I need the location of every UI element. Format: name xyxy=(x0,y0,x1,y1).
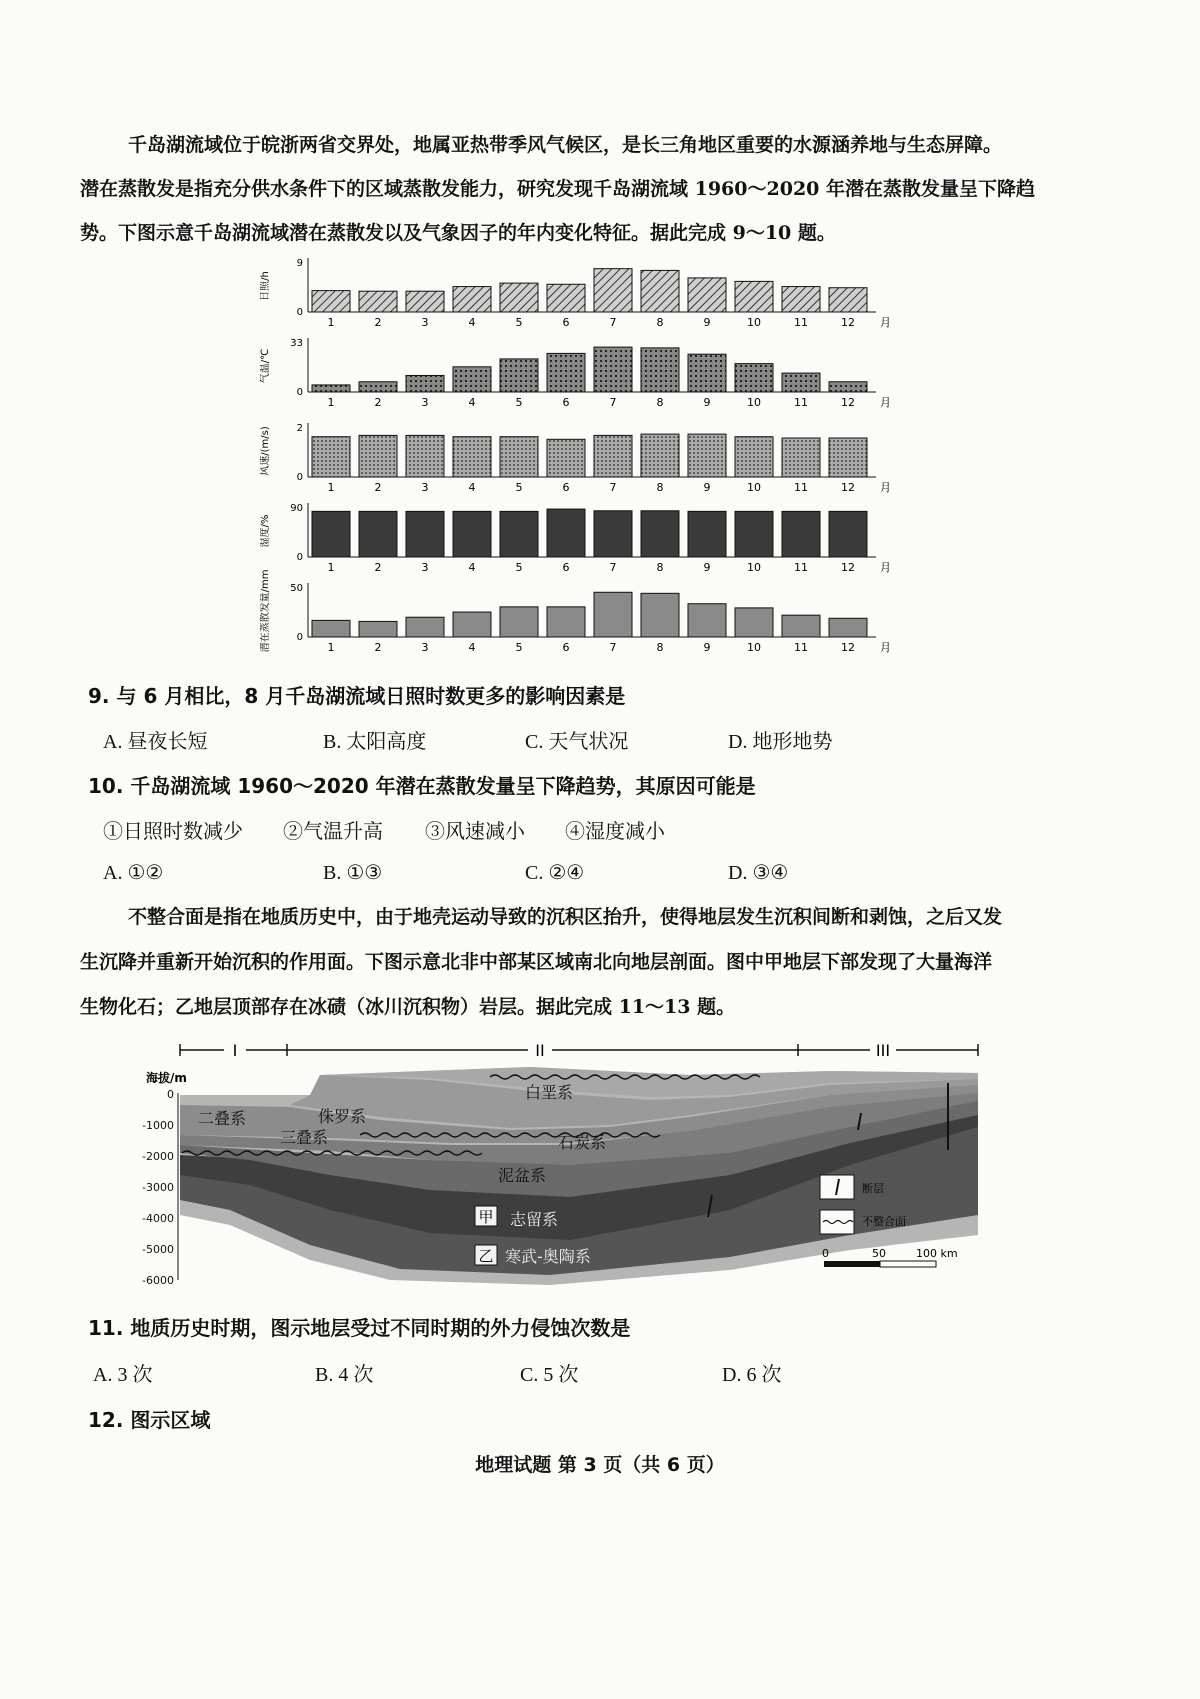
x-tick-label: 1 xyxy=(327,481,335,494)
chart-bar xyxy=(406,435,444,477)
x-tick-label: 2 xyxy=(374,641,382,654)
x-tick-label: 7 xyxy=(609,481,617,494)
ytick-label: 90 xyxy=(290,503,303,514)
ytick-2000: -2000 xyxy=(142,1150,174,1163)
legend-fault-label: 断层 xyxy=(862,1182,884,1195)
chart-bar xyxy=(782,438,820,477)
q11-option-d[interactable]: D. 6 次 xyxy=(722,1364,782,1386)
chart-bar xyxy=(594,269,632,312)
chart-bar xyxy=(500,437,538,477)
chart-bar xyxy=(453,612,491,637)
x-tick-label: 3 xyxy=(421,396,429,409)
x-tick-label: 11 xyxy=(794,481,808,494)
q10-option-d[interactable]: D. ③④ xyxy=(728,862,789,884)
x-tick-label: 3 xyxy=(421,481,429,494)
chart-bar xyxy=(594,592,632,637)
chart-bar xyxy=(594,435,632,477)
ytick-1000: -1000 xyxy=(142,1119,174,1132)
profile-ylabel: 海拔/m xyxy=(146,1071,187,1085)
x-tick-label: 5 xyxy=(515,396,523,409)
chart-bar xyxy=(547,607,585,637)
x-tick-label: 10 xyxy=(747,481,761,494)
x-tick-label: 8 xyxy=(656,641,664,654)
layer-cambrian-ordovician: 寒武-奥陶系 xyxy=(505,1247,591,1266)
x-tick-label: 6 xyxy=(562,561,570,574)
x-tick-label: 12 xyxy=(841,396,855,409)
ytick-label: 0 xyxy=(296,387,303,398)
chart-bar xyxy=(688,278,726,312)
q10-stem: 10. 千岛湖流域 1960～2020 年潜在蒸散发量呈下降趋势，其原因可能是 xyxy=(88,774,756,798)
chart-bar xyxy=(688,604,726,637)
ytick-label: 0 xyxy=(296,632,303,643)
chart-bar xyxy=(406,291,444,312)
chart-bar xyxy=(641,348,679,392)
x-tick-label: 5 xyxy=(515,481,523,494)
chart-bar xyxy=(735,511,773,557)
layer-devonian: 泥盆系 xyxy=(498,1166,547,1185)
x-tick-label: 1 xyxy=(327,316,335,329)
x-tick-label: 2 xyxy=(374,396,382,409)
chart-bar xyxy=(782,287,820,312)
x-tick-label: 11 xyxy=(794,561,808,574)
chart-bar xyxy=(688,354,726,392)
chart-bar xyxy=(829,438,867,477)
page-footer: 地理试题 第 3 页（共 6 页） xyxy=(475,1454,725,1476)
ytick-label: 50 xyxy=(290,583,303,594)
layer-silurian: 志留系 xyxy=(510,1210,559,1229)
scale-end: 100 km xyxy=(916,1247,958,1260)
chart-bar xyxy=(312,620,350,637)
chart-bar xyxy=(547,353,585,392)
intro2-line1: 不整合面是指在地质历史中，由于地壳运动导致的沉积区抬升，使得地层发生沉积间断和剥蚀，之后又发 xyxy=(128,906,1003,928)
geologic-profile xyxy=(130,1035,1010,1295)
x-tick-label: 8 xyxy=(656,316,664,329)
scale-mid: 50 xyxy=(872,1247,886,1260)
q10-item-3: ③风速减小 xyxy=(425,821,525,843)
x-unit-label: 月 xyxy=(880,396,891,409)
chart-bar xyxy=(829,511,867,557)
x-tick-label: 4 xyxy=(468,561,476,574)
intro2-line2: 生沉降并重新开始沉积的作用面。下图示意北非中部某区域南北向地层剖面。图中甲地层下部发现了大量海洋 xyxy=(80,951,993,973)
x-unit-label: 月 xyxy=(880,641,891,654)
ytick-5000: -5000 xyxy=(142,1243,174,1256)
chart-bar xyxy=(641,434,679,477)
x-tick-label: 4 xyxy=(468,641,476,654)
chart-bar xyxy=(641,511,679,557)
chart-bar xyxy=(641,270,679,312)
ytick-label: 0 xyxy=(296,472,303,483)
x-tick-label: 12 xyxy=(841,561,855,574)
x-tick-label: 5 xyxy=(515,316,523,329)
chart-bar xyxy=(359,435,397,477)
chart-ylabel: 气温/℃ xyxy=(260,348,271,384)
chart-panel-5 xyxy=(260,570,891,654)
x-tick-label: 9 xyxy=(703,561,711,574)
x-tick-label: 6 xyxy=(562,641,570,654)
x-tick-label: 1 xyxy=(327,561,335,574)
x-tick-label: 8 xyxy=(656,561,664,574)
chart-bar xyxy=(406,511,444,557)
chart-bar xyxy=(782,615,820,637)
x-tick-label: 10 xyxy=(747,561,761,574)
q9-option-d[interactable]: D. 地形地势 xyxy=(728,731,833,753)
chart-bar xyxy=(547,439,585,477)
x-tick-label: 7 xyxy=(609,641,617,654)
x-tick-label: 11 xyxy=(794,316,808,329)
x-tick-label: 1 xyxy=(327,396,335,409)
layer-cretaceous: 白垩系 xyxy=(525,1083,574,1102)
marker-yi: 乙 xyxy=(478,1247,494,1265)
chart-bar xyxy=(500,359,538,392)
chart-ylabel: 风速/(m/s) xyxy=(260,426,271,476)
intro1-line2: 潜在蒸散发是指充分供水条件下的区域蒸散发能力，研究发现千岛湖流域 1960～2020 年潜在蒸散发量呈下降趋 xyxy=(80,178,1035,200)
chart-bar xyxy=(500,283,538,312)
marker-jia: 甲 xyxy=(478,1208,494,1226)
x-tick-label: 7 xyxy=(609,561,617,574)
ytick-label: 9 xyxy=(296,258,303,269)
q9-option-b[interactable]: B. 太阳高度 xyxy=(323,731,427,753)
x-tick-label: 7 xyxy=(609,316,617,329)
q11-option-a[interactable]: A. 3 次 xyxy=(93,1364,153,1386)
chart-panel-2 xyxy=(260,338,891,409)
intro1-line3: 势。下图示意千岛湖流域潜在蒸散发以及气象因子的年内变化特征。据此完成 9～10 题。 xyxy=(80,222,836,244)
q11-option-b[interactable]: B. 4 次 xyxy=(315,1364,374,1386)
x-tick-label: 4 xyxy=(468,316,476,329)
ytick-4000: -4000 xyxy=(142,1212,174,1225)
ytick-3000: -3000 xyxy=(142,1181,174,1194)
chart-ylabel: 潜在蒸散发量/mm xyxy=(260,569,271,653)
q10-item-2: ②气温升高 xyxy=(283,821,383,843)
ytick-label: 2 xyxy=(296,423,303,434)
chart-panel-3 xyxy=(260,423,891,494)
chart-bar xyxy=(641,593,679,637)
chart-bar xyxy=(453,367,491,392)
ytick-0: 0 xyxy=(167,1088,174,1101)
x-tick-label: 1 xyxy=(327,641,335,654)
chart-bar xyxy=(312,385,350,392)
x-tick-label: 11 xyxy=(794,641,808,654)
chart-bar xyxy=(500,511,538,557)
x-unit-label: 月 xyxy=(880,481,891,494)
chart-bar xyxy=(359,382,397,392)
q11-stem: 11. 地质历史时期，图示地层受过不同时期的外力侵蚀次数是 xyxy=(88,1316,631,1340)
section-I-label: I xyxy=(232,1041,238,1060)
x-tick-label: 2 xyxy=(374,316,382,329)
x-tick-label: 12 xyxy=(841,481,855,494)
q10-option-c[interactable]: C. ②④ xyxy=(525,862,585,884)
q9-option-a[interactable]: A. 昼夜长短 xyxy=(103,731,208,753)
layer-jurassic: 侏罗系 xyxy=(318,1107,367,1126)
chart-bar xyxy=(500,607,538,637)
x-tick-label: 9 xyxy=(703,481,711,494)
x-tick-label: 9 xyxy=(703,396,711,409)
x-tick-label: 11 xyxy=(794,396,808,409)
q10-option-a[interactable]: A. ①② xyxy=(103,862,164,884)
chart-panel-1 xyxy=(260,258,891,329)
q9-stem: 9. 与 6 月相比，8 月千岛湖流域日照时数更多的影响因素是 xyxy=(88,684,626,708)
chart-bar xyxy=(735,364,773,392)
chart-bar xyxy=(594,347,632,392)
x-tick-label: 12 xyxy=(841,316,855,329)
chart-bar xyxy=(782,373,820,392)
x-tick-label: 10 xyxy=(747,641,761,654)
x-unit-label: 月 xyxy=(880,561,891,574)
q11-option-c[interactable]: C. 5 次 xyxy=(520,1364,579,1386)
legend-unconformity-label: 不整合面 xyxy=(862,1215,906,1228)
ytick-label: 33 xyxy=(290,338,303,349)
intro2-line3: 生物化石；乙地层顶部存在冰碛（冰川沉积物）岩层。据此完成 11～13 题。 xyxy=(80,996,736,1018)
chart-bar xyxy=(594,511,632,557)
chart-bar xyxy=(406,617,444,637)
x-tick-label: 7 xyxy=(609,396,617,409)
q10-item-1: ①日照时数减少 xyxy=(103,821,243,843)
chart-bar xyxy=(735,437,773,477)
x-tick-label: 12 xyxy=(841,641,855,654)
unconformity-legend-icon xyxy=(820,1210,854,1234)
chart-bar xyxy=(829,382,867,392)
chart-ylabel: 湿度/% xyxy=(260,514,271,548)
chart-bar xyxy=(406,375,444,392)
x-tick-label: 3 xyxy=(421,316,429,329)
layer-carboniferous: 石炭系 xyxy=(558,1133,607,1152)
x-tick-label: 4 xyxy=(468,396,476,409)
q10-item-4: ④湿度减小 xyxy=(565,821,665,843)
scale-zero: 0 xyxy=(822,1247,829,1260)
chart-bar xyxy=(359,511,397,557)
x-tick-label: 3 xyxy=(421,641,429,654)
q10-option-b[interactable]: B. ①③ xyxy=(323,862,383,884)
x-tick-label: 5 xyxy=(515,641,523,654)
section-II-label: II xyxy=(535,1041,545,1060)
x-tick-label: 9 xyxy=(703,641,711,654)
chart-bar xyxy=(688,434,726,477)
chart-bar xyxy=(453,511,491,557)
x-tick-label: 4 xyxy=(468,481,476,494)
x-unit-label: 月 xyxy=(880,316,891,329)
ytick-label: 0 xyxy=(296,307,303,318)
chart-bar xyxy=(547,509,585,557)
chart-bar xyxy=(735,281,773,312)
chart-bar xyxy=(829,288,867,312)
layer-permian: 二叠系 xyxy=(198,1109,247,1128)
section-III-label: III xyxy=(875,1041,891,1060)
x-tick-label: 6 xyxy=(562,481,570,494)
x-tick-label: 10 xyxy=(747,396,761,409)
ytick-label: 0 xyxy=(296,552,303,563)
ytick-6000: -6000 xyxy=(142,1274,174,1287)
chart-ylabel: 日照/h xyxy=(260,271,271,301)
x-tick-label: 2 xyxy=(374,481,382,494)
chart-bar xyxy=(829,618,867,637)
chart-bar xyxy=(312,511,350,557)
x-tick-label: 10 xyxy=(747,316,761,329)
climate-bar-charts xyxy=(260,255,900,665)
chart-panel-4 xyxy=(260,503,891,574)
chart-bar xyxy=(782,511,820,557)
chart-bar xyxy=(312,437,350,477)
chart-bar xyxy=(688,511,726,557)
x-tick-label: 3 xyxy=(421,561,429,574)
x-tick-label: 8 xyxy=(656,481,664,494)
x-tick-label: 2 xyxy=(374,561,382,574)
chart-bar xyxy=(359,621,397,637)
chart-bar xyxy=(453,287,491,312)
x-tick-label: 6 xyxy=(562,316,570,329)
x-tick-label: 8 xyxy=(656,396,664,409)
intro1-line1: 千岛湖流域位于皖浙两省交界处，地属亚热带季风气候区，是长三角地区重要的水源涵养地与生态屏障。 xyxy=(128,134,1003,156)
chart-bar xyxy=(735,608,773,637)
x-tick-label: 9 xyxy=(703,316,711,329)
chart-bar xyxy=(312,291,350,312)
q12-stem: 12. 图示区域 xyxy=(88,1408,211,1432)
x-tick-label: 6 xyxy=(562,396,570,409)
x-tick-label: 5 xyxy=(515,561,523,574)
q9-option-c[interactable]: C. 天气状况 xyxy=(525,731,629,753)
chart-bar xyxy=(547,284,585,312)
chart-bar xyxy=(359,291,397,312)
chart-bar xyxy=(453,437,491,477)
layer-triassic: 三叠系 xyxy=(280,1128,329,1147)
